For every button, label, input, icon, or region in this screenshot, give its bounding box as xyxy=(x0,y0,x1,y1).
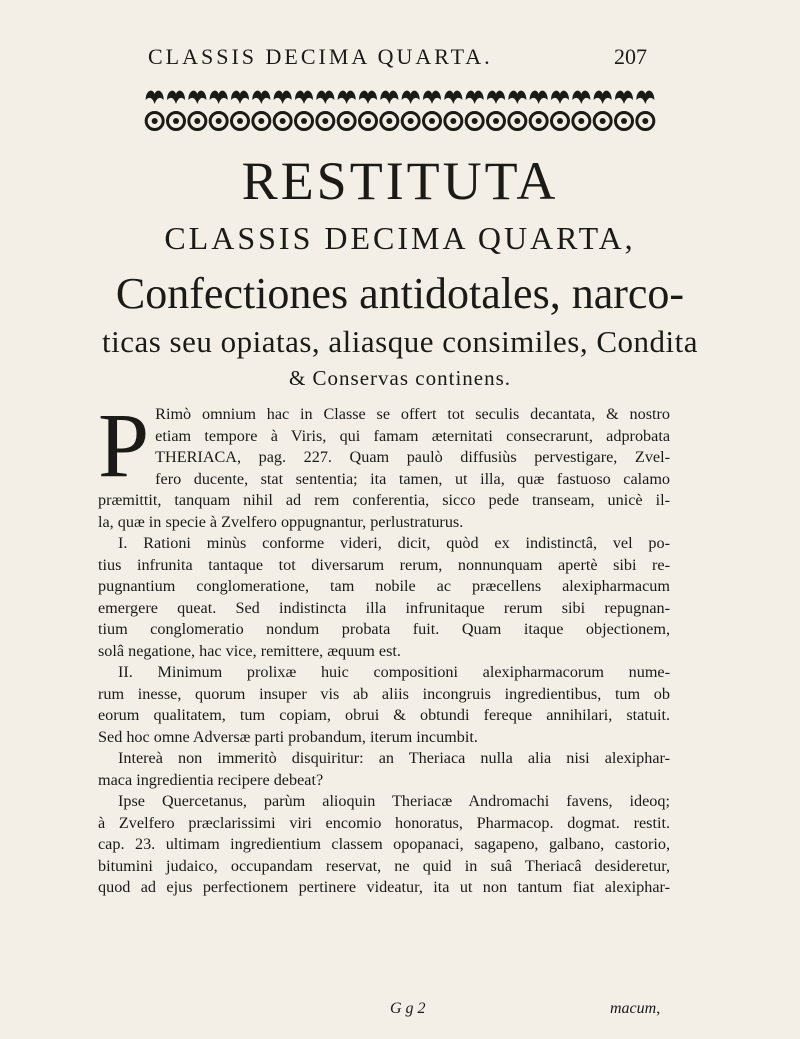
fleuron-icon xyxy=(551,91,569,104)
fleuron-icon xyxy=(146,91,164,104)
rosette-center-icon xyxy=(642,118,648,124)
heading-confectiones: Confectiones antidotales, narco- xyxy=(115,269,685,318)
fleuron-icon xyxy=(338,91,356,104)
fleuron-icon xyxy=(210,91,228,104)
rosette-center-icon xyxy=(536,118,542,124)
text-line: etiam tempore à Viris, qui famam æternitati consecrarunt, adprobata xyxy=(155,426,670,445)
text-line: Sed hoc omne Adversæ parti probandum, iterum incumbit. xyxy=(98,727,478,746)
fleuron-icon xyxy=(252,91,270,104)
running-head-title: CLASSIS DECIMA QUARTA. xyxy=(148,44,493,69)
heading-conservas: & Conservas continens. xyxy=(288,366,512,390)
text-line: THERIACA, pag. 227. Quam paulò diffusiùs pervestigare, Zvel- xyxy=(155,448,670,466)
fleuron-icon xyxy=(295,91,313,104)
text-line: pugnantium conglomeratione, tam nobile ac præcellens alexipharmacum xyxy=(98,577,670,595)
rosette-center-icon xyxy=(514,118,520,124)
fleuron-icon xyxy=(380,91,398,104)
fleuron-icon xyxy=(167,91,185,104)
drop-cap: P xyxy=(98,394,150,496)
rosette-center-icon xyxy=(600,118,606,124)
rosette-center-icon xyxy=(152,118,158,124)
fleuron-icon xyxy=(423,91,441,104)
rosette-center-icon xyxy=(194,118,200,124)
rosette-center-icon xyxy=(450,118,456,124)
fleuron-icon xyxy=(316,91,334,104)
fleuron-icon xyxy=(487,91,505,104)
headpiece-ornament xyxy=(144,86,656,134)
rosette-center-icon xyxy=(365,118,371,124)
text-line: fero ducente, stat sententia; ita tamen, ut illa, quæ fastuoso calamo xyxy=(155,469,670,488)
fleuron-icon xyxy=(231,91,249,104)
rosette-center-icon xyxy=(578,118,584,124)
rosette-center-icon xyxy=(173,118,179,124)
rosette-center-icon xyxy=(344,118,350,124)
text-line: maca ingredientia recipere debeat? xyxy=(98,770,324,789)
heading-classis: CLASSIS DECIMA QUARTA, xyxy=(164,220,636,256)
fleuron-icon xyxy=(274,91,292,104)
fleuron-icon xyxy=(444,91,462,104)
heading-restituta: RESTITUTA xyxy=(241,151,559,211)
rosette-center-icon xyxy=(301,118,307,124)
fleuron-icon xyxy=(359,91,377,104)
text-line: bitumini judaico, occupandam reservat, ne quid in suâ Theriacâ desideretur, xyxy=(98,856,670,875)
heading-ticas: ticas seu opiatas, aliasque consimiles, Condita xyxy=(101,324,699,359)
fleuron-icon xyxy=(594,91,612,104)
text-line: Intereà non immeritò disquiritur: an Theriaca nulla alia nisi alexiphar- xyxy=(118,749,670,767)
rosette-center-icon xyxy=(472,118,478,124)
text-line: à Zvelfero præclarissimi viri encomio honoratus, Pharmacop. dogmat. restit. xyxy=(98,813,670,832)
text-line: la, quæ in specie à Zvelfero oppugnantur, perlustraturus. xyxy=(98,512,464,531)
rosette-center-icon xyxy=(386,118,392,124)
fleuron-icon xyxy=(572,91,590,104)
text-line: rum inesse, quorum insuper vis ab aliis incongruis ingredientibus, tum ob xyxy=(98,684,670,703)
fleuron-icon xyxy=(188,91,206,104)
rosette-center-icon xyxy=(258,118,264,124)
fleuron-icon xyxy=(530,91,548,104)
text-line: Ipse Quercetanus, parùm alioquin Theriacæ Andromachi favens, ideoq; xyxy=(118,792,670,810)
page-number: 207 xyxy=(614,44,647,69)
text-line: tium conglomeratio nondum probata fuit. Quam itaque objectionem, xyxy=(98,620,670,638)
fleuron-icon xyxy=(508,91,526,104)
rosette-center-icon xyxy=(429,118,435,124)
text-line: Rimò omnium hac in Classe se offert tot seculis decantata, & nostro xyxy=(155,405,670,423)
body-text xyxy=(98,394,670,899)
text-line: quod ad ejus perfectionem pertinere videatur, ita ut non tantum fiat alexiphar- xyxy=(98,878,670,896)
rosette-center-icon xyxy=(322,118,328,124)
rosette-center-icon xyxy=(237,118,243,124)
text-line: eorum qualitatem, tum copiam, obrui & obtundi fereque annihilari, statuit. xyxy=(98,706,670,724)
fleuron-icon xyxy=(615,91,633,104)
text-line: præmittit, tanquam nihil ad rem conferentia, sicco pede transeam, unicè il- xyxy=(98,491,670,509)
text-line: cap. 23. ultimam ingredientium classem opopanaci, sagapeno, galbano, castorio, xyxy=(98,835,670,853)
signature-mark: G g 2 xyxy=(390,1000,426,1017)
rosette-center-icon xyxy=(216,118,222,124)
fleuron-icon xyxy=(636,91,654,104)
rosette-center-icon xyxy=(493,118,499,124)
catchword: macum, xyxy=(610,1000,661,1017)
rosette-center-icon xyxy=(621,118,627,124)
text-line: I. Rationi minùs conforme videri, dicit, quòd ex indistinctâ, vel po- xyxy=(118,534,670,552)
text-line: II. Minimum prolixæ huic compositioni alexipharmacorum nume- xyxy=(118,663,670,681)
text-line: solâ negatione, hac vice, remittere, æquum est. xyxy=(98,641,401,660)
rosette-center-icon xyxy=(280,118,286,124)
text-line: tius infrunita tantaque tot diversarum rerum, nonnunquam apertè sibi re- xyxy=(98,555,670,574)
rosette-center-icon xyxy=(557,118,563,124)
text-line: emergere queat. Sed indistincta illa infrunitaque rerum sibi repugnan- xyxy=(98,598,670,617)
rosette-center-icon xyxy=(408,118,414,124)
fleuron-icon xyxy=(402,91,420,104)
fleuron-icon xyxy=(466,91,484,104)
